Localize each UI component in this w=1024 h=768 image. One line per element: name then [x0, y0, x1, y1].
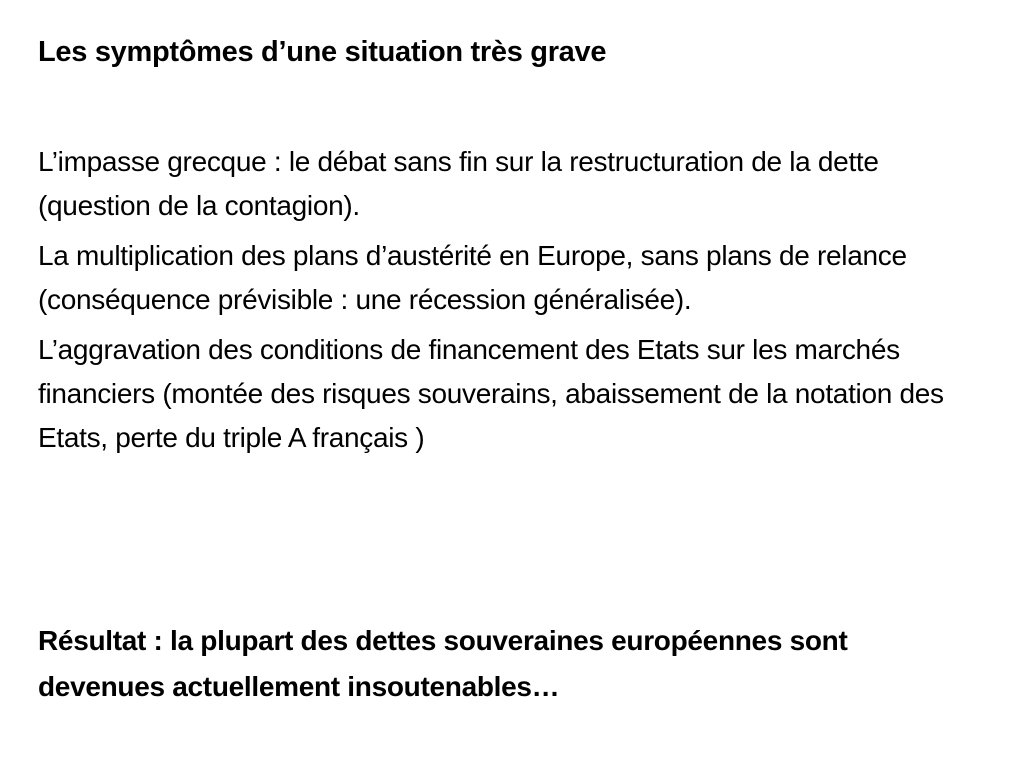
slide-conclusion: Résultat : la plupart des dettes souveraines européennes sont devenues actuellement insoutenables… [38, 625, 848, 702]
paragraph-austerity-plans: La multiplication des plans d’austérité en Europe, sans plans de relance (conséquence prévisible : une récession généralisée). [38, 240, 907, 315]
paragraph-financing-conditions: L’aggravation des conditions de financement des Etats sur les marchés financiers (montée des risques souverains, abaissement de la notation des Etats, perte du triple A français ) [38, 334, 944, 453]
slide-body [38, 140, 973, 466]
paragraph-greek-impasse: L’impasse grecque : le débat sans fin sur la restructuration de la dette (question de la contagion). [38, 146, 879, 221]
slide-title: Les symptômes d’une situation très grave [38, 36, 607, 68]
